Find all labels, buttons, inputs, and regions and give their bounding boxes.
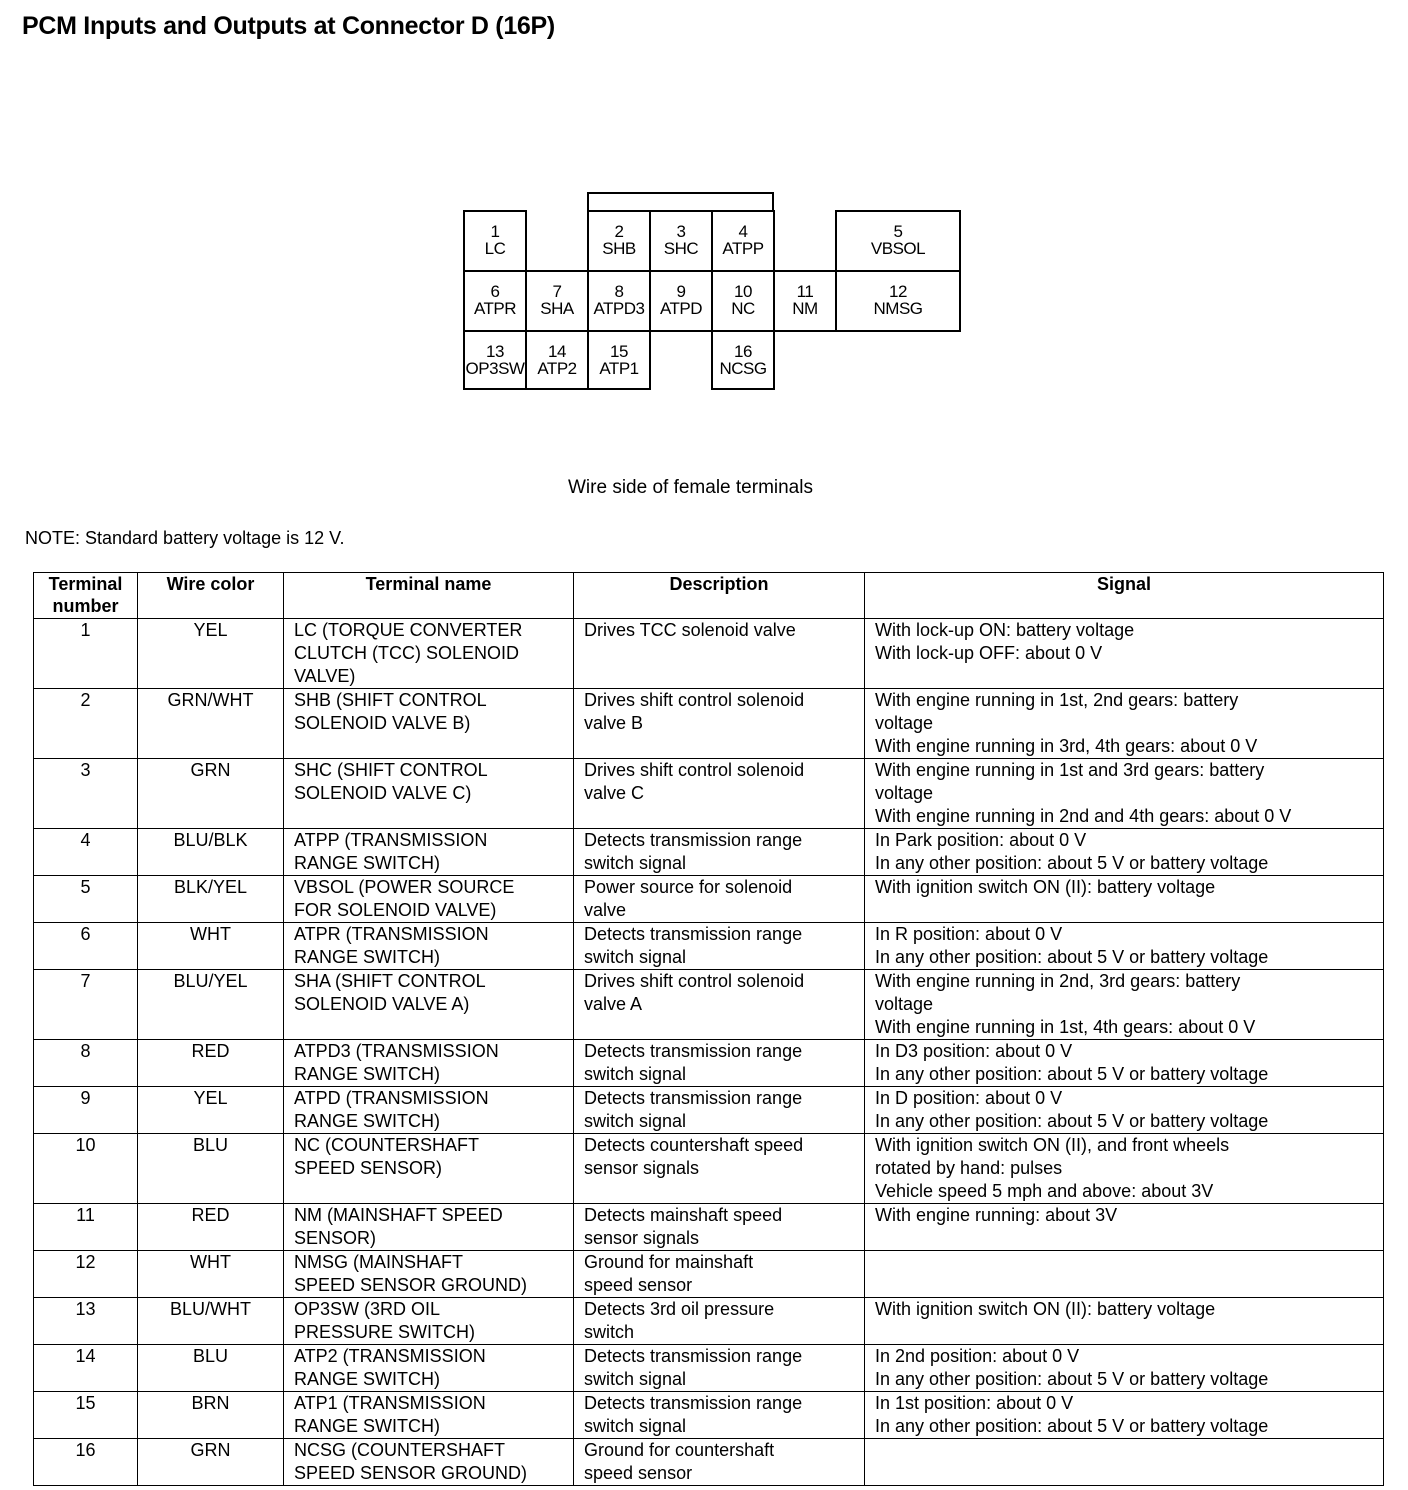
table-row bbox=[34, 1298, 1384, 1345]
description-cell: Detects mainshaft speed sensor signals bbox=[574, 1204, 865, 1251]
terminal-number: 1 bbox=[490, 222, 500, 241]
table-row bbox=[34, 689, 1384, 759]
terminal-number: 8 bbox=[614, 282, 624, 301]
terminal-cell-16 bbox=[711, 330, 775, 390]
table-row bbox=[34, 829, 1384, 876]
terminal-label: OP3SW bbox=[465, 359, 525, 378]
terminal-number-cell: 13 bbox=[34, 1298, 138, 1345]
signal-cell: In D position: about 0 V In any other position: about 5 V or battery voltage bbox=[865, 1087, 1384, 1134]
terminal-name-cell: NCSG (COUNTERSHAFT SPEED SENSOR GROUND) bbox=[284, 1439, 574, 1486]
column-header: Wire color bbox=[138, 573, 284, 619]
terminal-number-cell: 14 bbox=[34, 1345, 138, 1392]
terminal-number-cell: 3 bbox=[34, 759, 138, 829]
signal-cell: In 1st position: about 0 V In any other position: about 5 V or battery voltage bbox=[865, 1392, 1384, 1439]
wire-color-cell: RED bbox=[138, 1040, 284, 1087]
terminal-number: 16 bbox=[734, 342, 752, 361]
terminal-name-cell: OP3SW (3RD OIL PRESSURE SWITCH) bbox=[284, 1298, 574, 1345]
terminal-number: 3 bbox=[676, 222, 686, 241]
description-cell: Drives shift control solenoid valve A bbox=[574, 970, 865, 1040]
page-title: PCM Inputs and Outputs at Connector D (16P) bbox=[22, 12, 555, 40]
terminal-number: 9 bbox=[676, 282, 686, 301]
signal-cell: With engine running: about 3V bbox=[865, 1204, 1384, 1251]
table-row bbox=[34, 1439, 1384, 1486]
terminal-cell-4 bbox=[711, 210, 775, 272]
terminal-cell-15 bbox=[587, 330, 651, 390]
terminal-number: 7 bbox=[552, 282, 562, 301]
diagram-caption: Wire side of female terminals bbox=[568, 477, 813, 498]
description-cell: Detects countershaft speed sensor signals bbox=[574, 1134, 865, 1204]
description-cell: Power source for solenoid valve bbox=[574, 876, 865, 923]
wire-color-cell: GRN/WHT bbox=[138, 689, 284, 759]
terminal-name-cell: VBSOL (POWER SOURCE FOR SOLENOID VALVE) bbox=[284, 876, 574, 923]
terminal-cell-11 bbox=[773, 270, 837, 332]
terminal-label: SHC bbox=[663, 239, 699, 258]
description-cell: Detects transmission range switch signal bbox=[574, 1392, 865, 1439]
description-cell: Drives shift control solenoid valve C bbox=[574, 759, 865, 829]
terminal-name-cell: ATP1 (TRANSMISSION RANGE SWITCH) bbox=[284, 1392, 574, 1439]
description-cell: Ground for countershaft speed sensor bbox=[574, 1439, 865, 1486]
terminal-label: LC bbox=[484, 239, 506, 258]
description-cell: Detects 3rd oil pressure switch bbox=[574, 1298, 865, 1345]
note: NOTE: Standard battery voltage is 12 V. bbox=[25, 528, 345, 548]
terminal-cell-1 bbox=[463, 210, 527, 272]
terminal-name-cell: NC (COUNTERSHAFT SPEED SENSOR) bbox=[284, 1134, 574, 1204]
terminal-number: 6 bbox=[490, 282, 500, 301]
signal-cell: With engine running in 1st, 2nd gears: battery voltage With engine running in 3rd, 4th gears: about 0 V bbox=[865, 689, 1384, 759]
table-row bbox=[34, 876, 1384, 923]
column-header: Terminal name bbox=[284, 573, 574, 619]
terminal-number-cell: 12 bbox=[34, 1251, 138, 1298]
column-header: Terminal number bbox=[34, 573, 138, 619]
table-row bbox=[34, 1134, 1384, 1204]
wire-color-cell: YEL bbox=[138, 1087, 284, 1134]
terminal-name-cell: ATPP (TRANSMISSION RANGE SWITCH) bbox=[284, 829, 574, 876]
terminal-label: NC bbox=[731, 299, 755, 318]
terminal-name-cell: ATPR (TRANSMISSION RANGE SWITCH) bbox=[284, 923, 574, 970]
terminal-name-cell: LC (TORQUE CONVERTER CLUTCH (TCC) SOLENOID VALVE) bbox=[284, 619, 574, 689]
terminal-label: VBSOL bbox=[870, 239, 926, 258]
terminal-cell-6 bbox=[463, 270, 527, 332]
description-cell: Detects transmission range switch signal bbox=[574, 829, 865, 876]
wire-color-cell: WHT bbox=[138, 923, 284, 970]
wire-color-cell: WHT bbox=[138, 1251, 284, 1298]
terminal-cell-7 bbox=[525, 270, 589, 332]
signal-cell: In R position: about 0 V In any other position: about 5 V or battery voltage bbox=[865, 923, 1384, 970]
table-row bbox=[34, 970, 1384, 1040]
description-cell: Drives TCC solenoid valve bbox=[574, 619, 865, 689]
terminal-label: SHB bbox=[602, 239, 636, 258]
wire-color-cell: GRN bbox=[138, 1439, 284, 1486]
wire-color-cell: BRN bbox=[138, 1392, 284, 1439]
terminal-number-cell: 2 bbox=[34, 689, 138, 759]
description-cell: Detects transmission range switch signal bbox=[574, 1087, 865, 1134]
terminal-number: 15 bbox=[610, 342, 628, 361]
terminal-label: ATP2 bbox=[537, 359, 577, 378]
signal-cell: With ignition switch ON (II), and front wheels rotated by hand: pulses Vehicle speed 5 mph and above: about 3V bbox=[865, 1134, 1384, 1204]
terminal-number-cell: 4 bbox=[34, 829, 138, 876]
terminal-label: SHA bbox=[540, 299, 574, 318]
description-cell: Ground for mainshaft speed sensor bbox=[574, 1251, 865, 1298]
table-row bbox=[34, 759, 1384, 829]
description-cell: Drives shift control solenoid valve B bbox=[574, 689, 865, 759]
description-cell: Detects transmission range switch signal bbox=[574, 1345, 865, 1392]
table-row bbox=[34, 1345, 1384, 1392]
terminal-label: ATPD3 bbox=[593, 299, 645, 318]
signal-cell: With ignition switch ON (II): battery voltage bbox=[865, 876, 1384, 923]
signal-cell bbox=[865, 1439, 1384, 1486]
terminal-number: 2 bbox=[614, 222, 624, 241]
terminal-label: NCSG bbox=[719, 359, 767, 378]
signal-cell: With engine running in 1st and 3rd gears: battery voltage With engine running in 2nd and 4th gears: about 0 V bbox=[865, 759, 1384, 829]
terminal-number: 10 bbox=[734, 282, 752, 301]
description-cell: Detects transmission range switch signal bbox=[574, 923, 865, 970]
terminal-label: ATPD bbox=[659, 299, 703, 318]
terminal-cell-2 bbox=[587, 210, 651, 272]
terminal-name-cell: ATPD3 (TRANSMISSION RANGE SWITCH) bbox=[284, 1040, 574, 1087]
terminal-name-cell: SHB (SHIFT CONTROL SOLENOID VALVE B) bbox=[284, 689, 574, 759]
terminal-name-cell: NMSG (MAINSHAFT SPEED SENSOR GROUND) bbox=[284, 1251, 574, 1298]
table-row bbox=[34, 1204, 1384, 1251]
terminal-table bbox=[33, 572, 1384, 1486]
table-row bbox=[34, 1040, 1384, 1087]
terminal-name-cell: SHC (SHIFT CONTROL SOLENOID VALVE C) bbox=[284, 759, 574, 829]
terminal-name-cell: ATP2 (TRANSMISSION RANGE SWITCH) bbox=[284, 1345, 574, 1392]
column-header: Signal bbox=[865, 573, 1384, 619]
terminal-number-cell: 8 bbox=[34, 1040, 138, 1087]
table-row bbox=[34, 619, 1384, 689]
column-header: Description bbox=[574, 573, 865, 619]
terminal-cell-14 bbox=[525, 330, 589, 390]
signal-cell: With lock-up ON: battery voltage With lock-up OFF: about 0 V bbox=[865, 619, 1384, 689]
terminal-name-cell: ATPD (TRANSMISSION RANGE SWITCH) bbox=[284, 1087, 574, 1134]
terminal-cell-8 bbox=[587, 270, 651, 332]
table-row bbox=[34, 1087, 1384, 1134]
terminal-number: 4 bbox=[738, 222, 748, 241]
terminal-cell-12 bbox=[835, 270, 961, 332]
terminal-name-cell: NM (MAINSHAFT SPEED SENSOR) bbox=[284, 1204, 574, 1251]
terminal-label: ATPP bbox=[722, 239, 764, 258]
terminal-number-cell: 15 bbox=[34, 1392, 138, 1439]
terminal-number-cell: 6 bbox=[34, 923, 138, 970]
terminal-number-cell: 16 bbox=[34, 1439, 138, 1486]
table-row bbox=[34, 923, 1384, 970]
wire-color-cell: BLK/YEL bbox=[138, 876, 284, 923]
terminal-label: ATP1 bbox=[599, 359, 639, 378]
terminal-number-cell: 9 bbox=[34, 1087, 138, 1134]
terminal-number-cell: 11 bbox=[34, 1204, 138, 1251]
wire-color-cell: BLU bbox=[138, 1345, 284, 1392]
table-row bbox=[34, 1392, 1384, 1439]
wire-color-cell: BLU/BLK bbox=[138, 829, 284, 876]
wire-color-cell: YEL bbox=[138, 619, 284, 689]
terminal-label: NM bbox=[792, 299, 818, 318]
description-cell: Detects transmission range switch signal bbox=[574, 1040, 865, 1087]
connector-key bbox=[587, 192, 774, 212]
terminal-number-cell: 10 bbox=[34, 1134, 138, 1204]
terminal-cell-9 bbox=[649, 270, 713, 332]
terminal-number: 12 bbox=[889, 282, 907, 301]
signal-cell: With ignition switch ON (II): battery voltage bbox=[865, 1298, 1384, 1345]
terminal-cell-13 bbox=[463, 330, 527, 390]
terminal-number-cell: 1 bbox=[34, 619, 138, 689]
terminal-number: 5 bbox=[893, 222, 903, 241]
wire-color-cell: GRN bbox=[138, 759, 284, 829]
terminal-number-cell: 5 bbox=[34, 876, 138, 923]
table-row bbox=[34, 1251, 1384, 1298]
wire-color-cell: BLU/WHT bbox=[138, 1298, 284, 1345]
terminal-cell-3 bbox=[649, 210, 713, 272]
signal-cell: In 2nd position: about 0 V In any other position: about 5 V or battery voltage bbox=[865, 1345, 1384, 1392]
wire-color-cell: BLU/YEL bbox=[138, 970, 284, 1040]
terminal-label: ATPR bbox=[473, 299, 517, 318]
terminal-number: 14 bbox=[548, 342, 566, 361]
terminal-number: 13 bbox=[486, 342, 504, 361]
terminal-cell-5 bbox=[835, 210, 961, 272]
terminal-number: 11 bbox=[796, 282, 814, 301]
signal-cell bbox=[865, 1251, 1384, 1298]
wire-color-cell: RED bbox=[138, 1204, 284, 1251]
wire-color-cell: BLU bbox=[138, 1134, 284, 1204]
terminal-label: NMSG bbox=[873, 299, 923, 318]
terminal-number-cell: 7 bbox=[34, 970, 138, 1040]
terminal-cell-10 bbox=[711, 270, 775, 332]
terminal-name-cell: SHA (SHIFT CONTROL SOLENOID VALVE A) bbox=[284, 970, 574, 1040]
signal-cell: In Park position: about 0 V In any other position: about 5 V or battery voltage bbox=[865, 829, 1384, 876]
signal-cell: In D3 position: about 0 V In any other position: about 5 V or battery voltage bbox=[865, 1040, 1384, 1087]
signal-cell: With engine running in 2nd, 3rd gears: battery voltage With engine running in 1st, 4th gears: about 0 V bbox=[865, 970, 1384, 1040]
